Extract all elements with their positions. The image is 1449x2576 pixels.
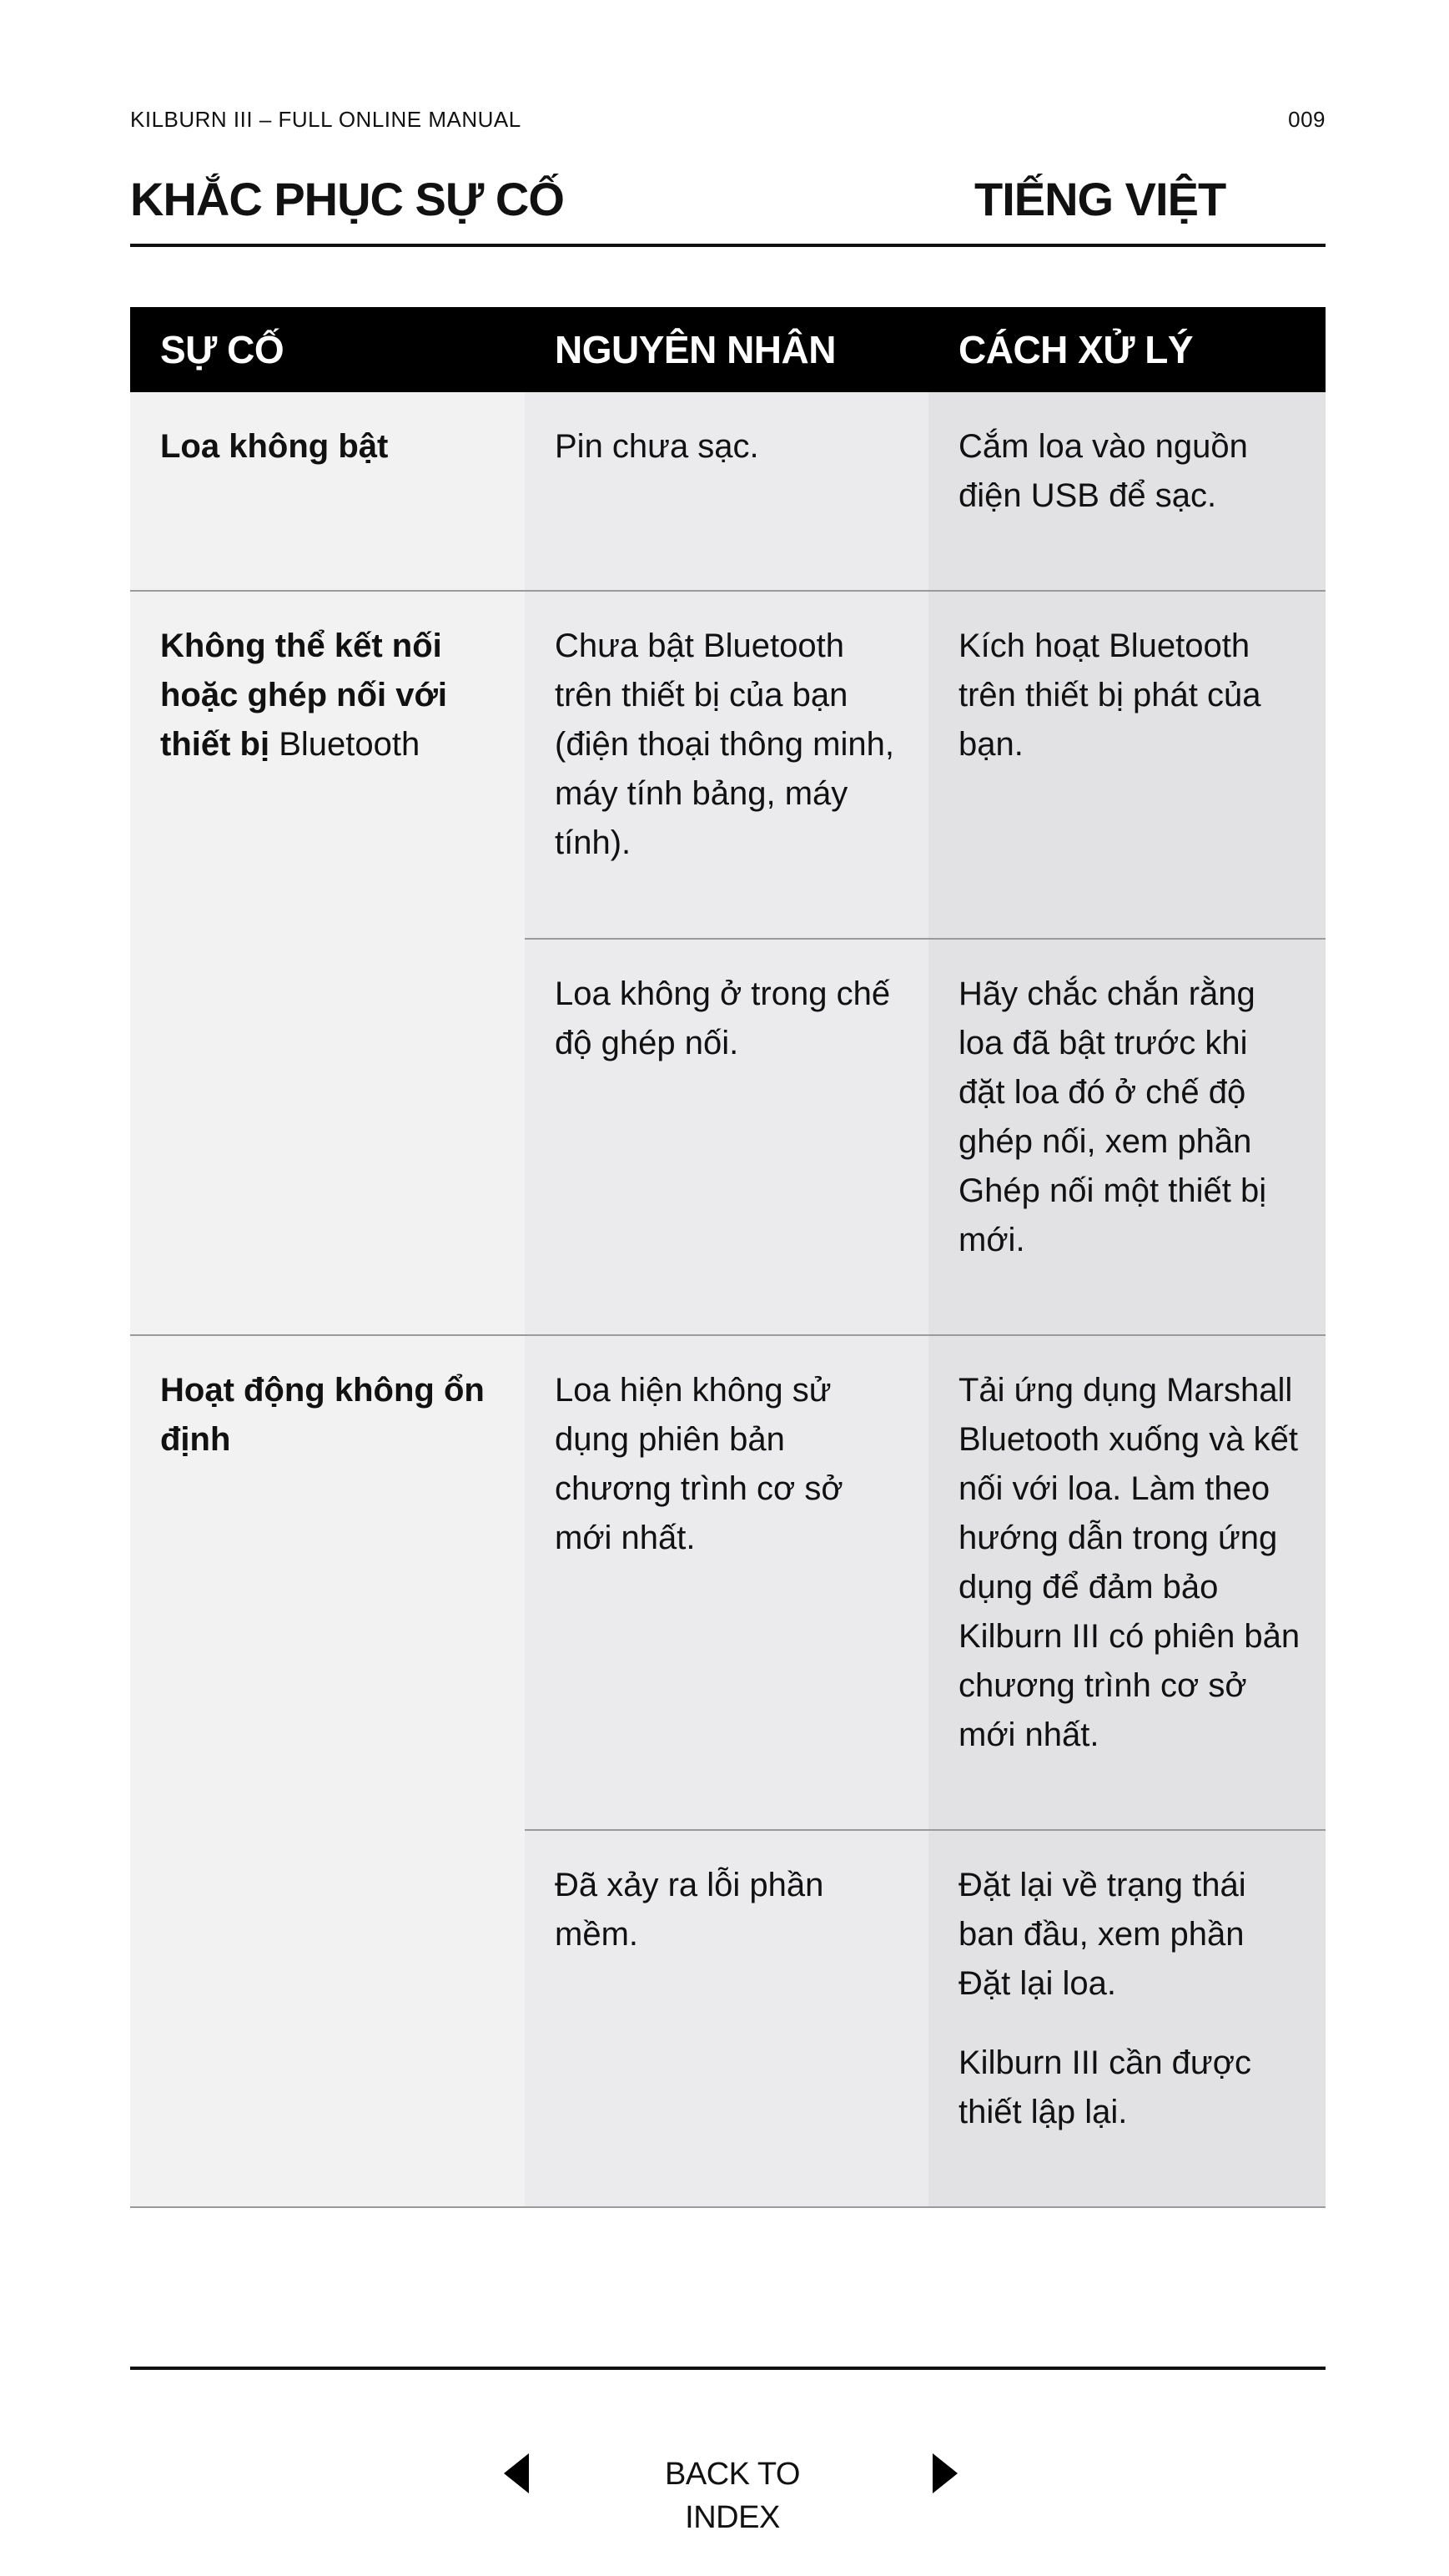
column-header-issue: SỰ CỐ	[160, 328, 284, 371]
table-row	[525, 938, 1326, 1334]
issue-text-bold: Hoạt động không ổn định	[160, 1372, 485, 1458]
running-header	[130, 107, 1326, 135]
cause-cell: Loa không ở trong chế độ ghép nối.	[525, 940, 928, 1334]
solution-cell	[928, 1336, 1326, 1829]
solution-text: Đặt lại về trạng thái ban đầu, xem phần Đặt lại loa.	[958, 1867, 1246, 2002]
cause-cell: Pin chưa sạc.	[525, 392, 928, 590]
solution-cell	[928, 1831, 1326, 2206]
issue-text-bold: Loa không bật	[160, 428, 389, 465]
solution-cell	[928, 940, 1326, 1334]
column-header-solution: CÁCH XỬ LÝ	[958, 328, 1194, 371]
manual-title: KILBURN III – FULL ONLINE MANUAL	[130, 107, 521, 132]
issue-cell	[130, 392, 525, 590]
solution-text: Cắm loa vào nguồn điện USB để sạc.	[958, 428, 1248, 514]
cause-cell: Đã xảy ra lỗi phần mềm.	[525, 1831, 928, 2206]
table-row	[525, 592, 1326, 938]
cause-cell: Chưa bật Bluetooth trên thiết bị của bạn (điện thoại thông minh, máy tính bảng, máy tính).	[525, 592, 928, 938]
cause-solution-list	[525, 392, 1326, 590]
language-label: TIẾNG VIỆT	[974, 173, 1226, 225]
table-header-row	[130, 307, 1326, 392]
solution-text: Kilburn III cần được thiết lập lại.	[958, 2044, 1251, 2130]
solution-cell	[928, 592, 1326, 938]
triangle-right-icon[interactable]	[933, 2453, 958, 2493]
issue-cell	[130, 592, 525, 1334]
table-row	[525, 1829, 1326, 2206]
page-number: 009	[1288, 107, 1326, 132]
column-header-cause: NGUYÊN NHÂN	[555, 328, 836, 371]
table-row	[525, 392, 1326, 590]
footer-divider	[130, 2367, 1326, 2370]
section-header	[130, 164, 1326, 247]
solution-text: Hãy chắc chắn rằng loa đã bật trước khi đặt loa đó ở chế độ ghép nối, xem phần Ghép nối một thiết bị mới.	[958, 975, 1267, 1258]
section-title: KHẮC PHỤC SỰ CỐ	[130, 173, 564, 225]
issue-text-regular: Bluetooth	[279, 726, 420, 763]
cause-cell: Loa hiện không sử dụng phiên bản chương trình cơ sở mới nhất.	[525, 1336, 928, 1829]
cause-solution-list	[525, 1336, 1326, 2206]
table-row-group	[130, 592, 1326, 1336]
table-row-group	[130, 392, 1326, 592]
table-row	[525, 1336, 1326, 1829]
table-row-group	[130, 1336, 1326, 2208]
back-to-index-link[interactable]: BACK TO INDEX	[665, 2457, 800, 2535]
issue-cell	[130, 1336, 525, 2206]
troubleshooting-table	[130, 307, 1326, 2208]
cause-solution-list	[525, 592, 1326, 1334]
triangle-left-icon[interactable]	[504, 2453, 529, 2493]
solution-text: Tải ứng dụng Marshall Bluetooth xuống và kết nối với loa. Làm theo hướng dẫn trong ứng dụng để đảm bảo Kilburn III có phiên bản chương trình cơ sở mới nhất.	[958, 1372, 1301, 1753]
solution-text: Kích hoạt Bluetooth trên thiết bị phát của bạn.	[958, 628, 1261, 763]
page-navigation	[0, 2449, 1449, 2535]
solution-cell	[928, 392, 1326, 590]
issue-text-bold: Không thể kết nối hoặc ghép nối với thiết bị	[160, 628, 448, 763]
